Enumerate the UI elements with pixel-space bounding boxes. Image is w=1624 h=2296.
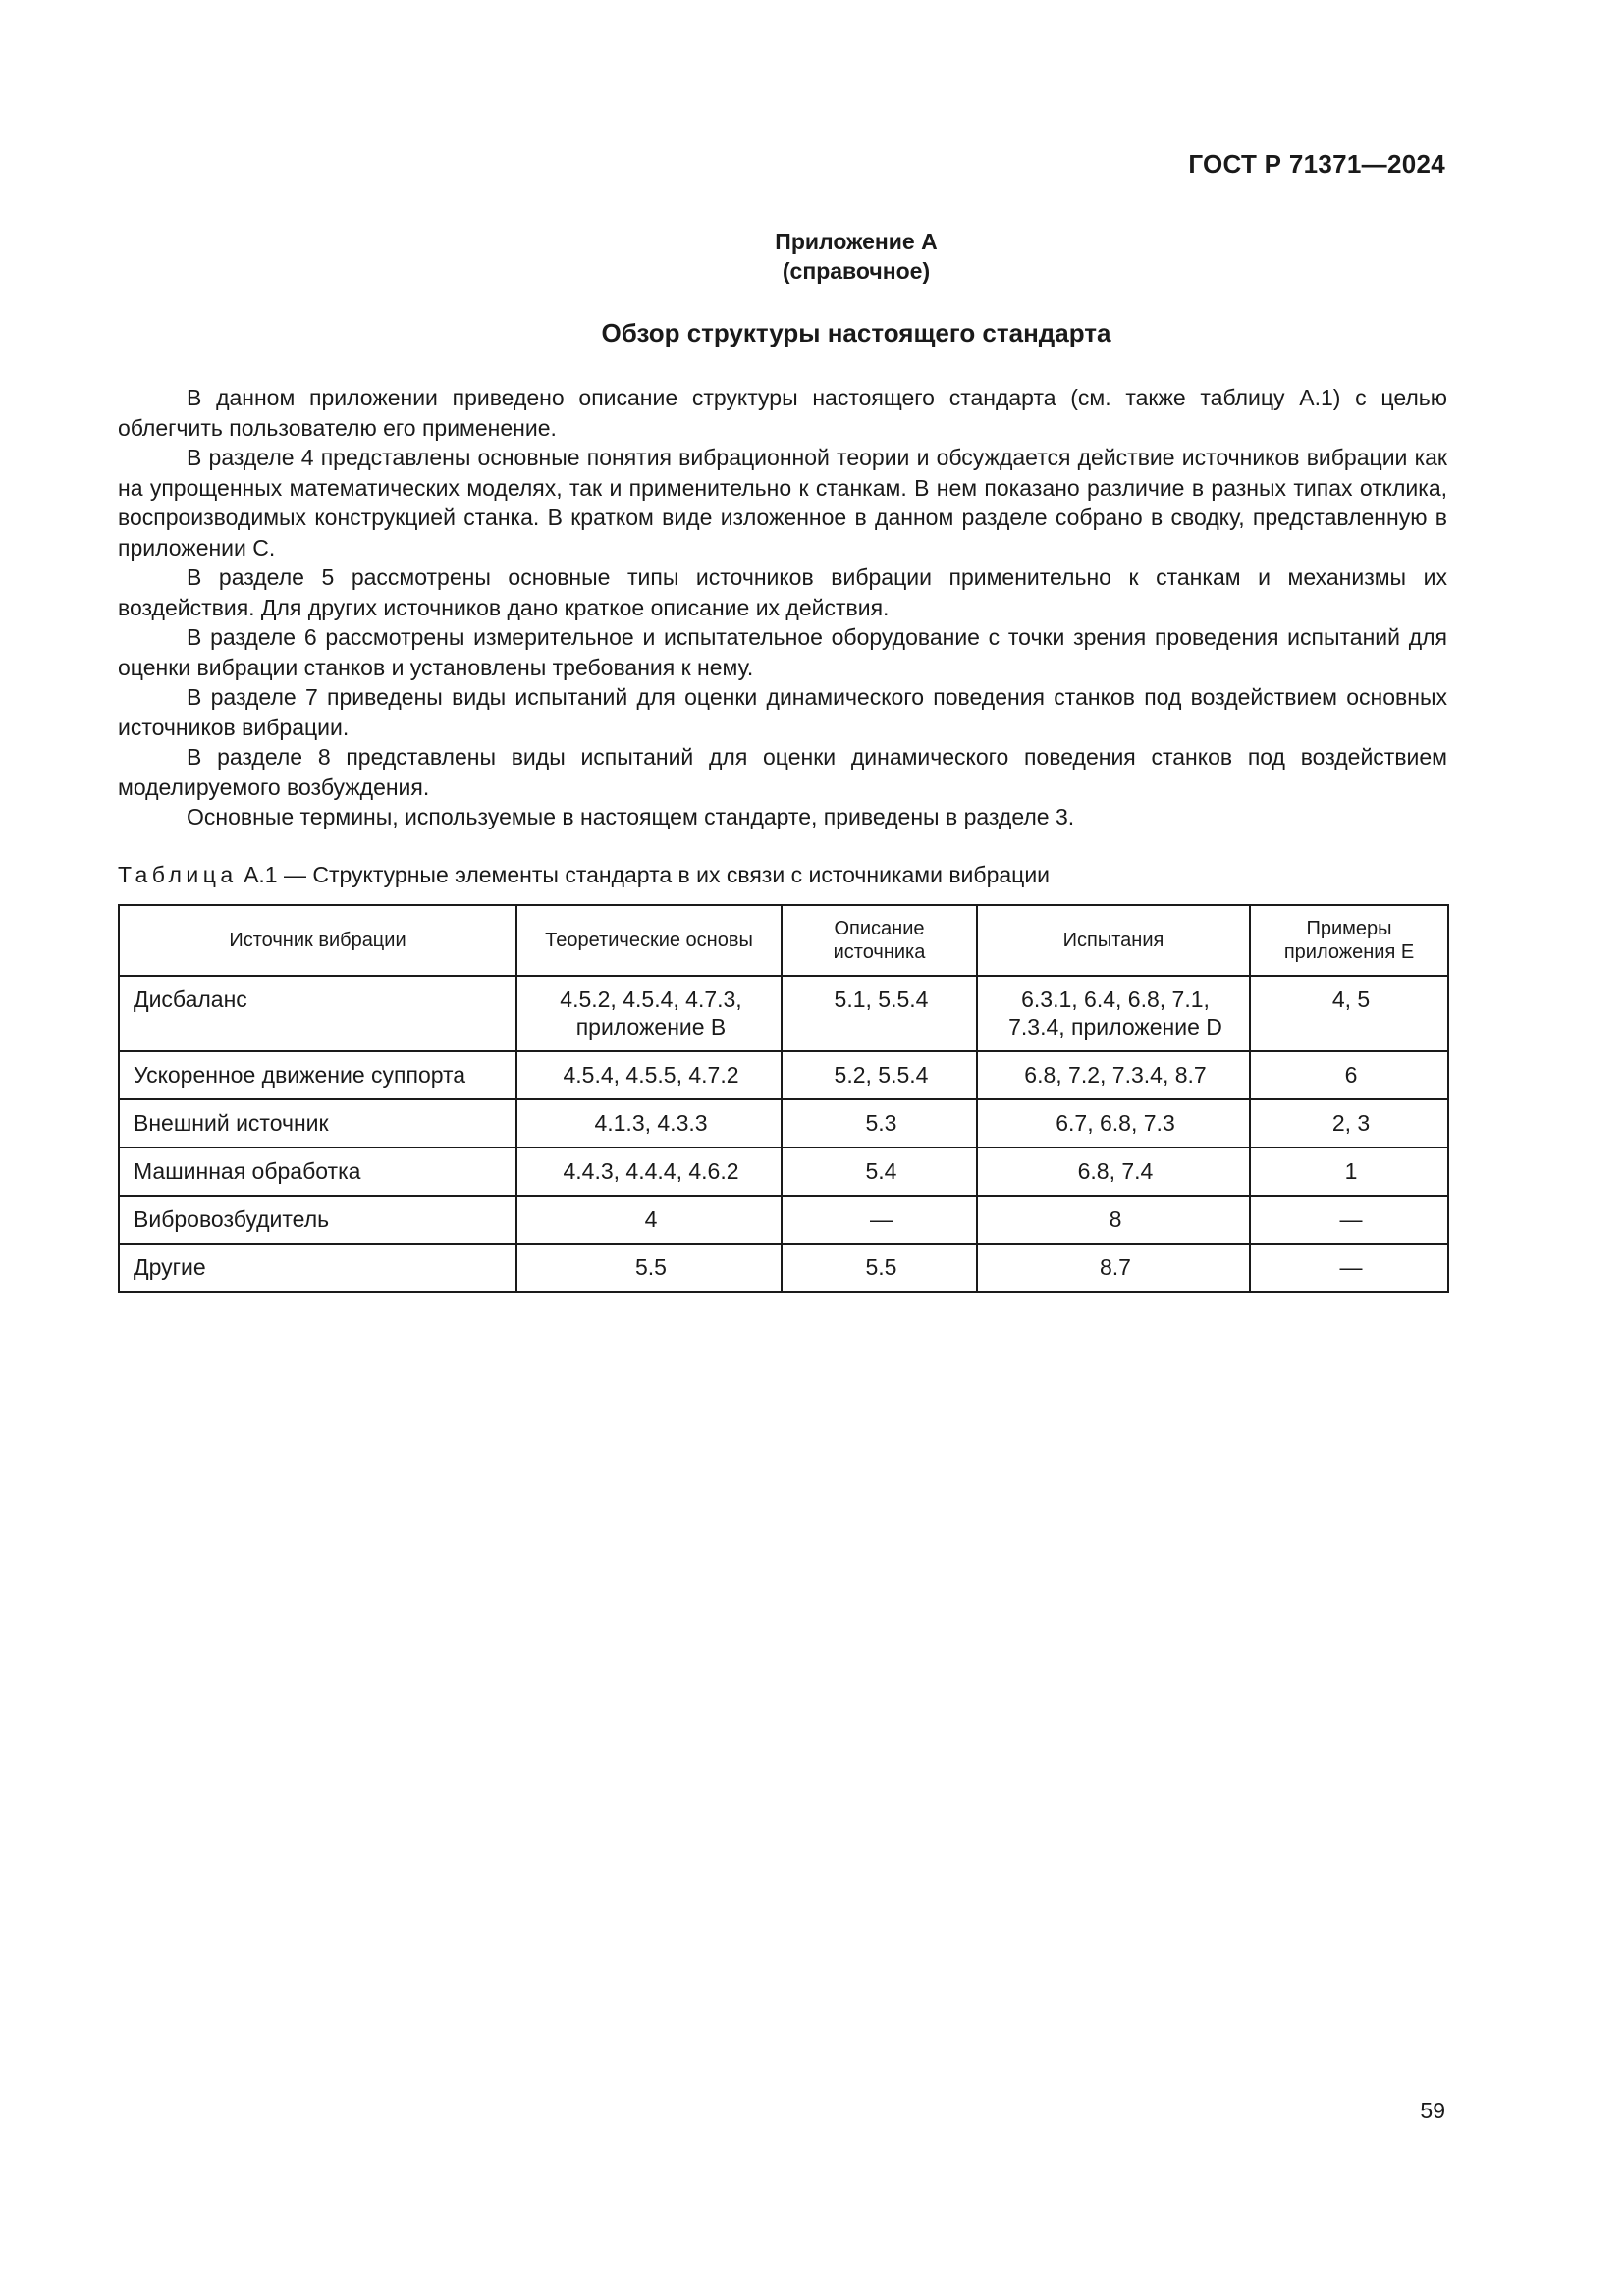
table-row xyxy=(119,1148,1448,1196)
column-header-theory: Теоретические основы xyxy=(516,905,782,976)
cell-tests: 8 xyxy=(977,1196,1250,1244)
cell-theory: 4.4.3, 4.4.4, 4.6.2 xyxy=(516,1148,782,1196)
cell-theory: 5.5 xyxy=(516,1244,782,1292)
cell-source: Машинная обработка xyxy=(119,1148,516,1196)
cell-tests: 6.3.1, 6.4, 6.8, 7.1, 7.3.4, приложение D xyxy=(977,976,1250,1051)
cell-description: — xyxy=(782,1196,977,1244)
cell-description: 5.2, 5.5.4 xyxy=(782,1051,977,1099)
cell-source: Ускоренное движение суппорта xyxy=(119,1051,516,1099)
paragraph: В разделе 7 приведены виды испытаний для оценки динамического поведения станков под воздействием основных источников вибрации. xyxy=(118,684,1447,740)
table-row xyxy=(119,1051,1448,1099)
paragraph: Основные термины, используемые в настоящем стандарте, приведены в разделе 3. xyxy=(187,804,1075,829)
cell-examples: — xyxy=(1250,1244,1448,1292)
table-row xyxy=(119,1196,1448,1244)
cell-source: Дисбаланс xyxy=(119,976,516,1051)
paragraph: В разделе 6 рассмотрены измерительное и испытательное оборудование с точки зрения проведения испытаний для оценки вибрации станков и установлены требования к нему. xyxy=(118,624,1447,680)
table-row xyxy=(119,976,1448,1051)
column-header-tests: Испытания xyxy=(977,905,1250,976)
cell-examples: — xyxy=(1250,1196,1448,1244)
cell-theory: 4.5.2, 4.5.4, 4.7.3, приложение В xyxy=(516,976,782,1051)
cell-source: Внешний источник xyxy=(119,1099,516,1148)
document-code: ГОСТ Р 71371—2024 xyxy=(1188,149,1445,179)
cell-examples: 4, 5 xyxy=(1250,976,1448,1051)
column-header-description: Описание источника xyxy=(782,905,977,976)
cell-source: Другие xyxy=(119,1244,516,1292)
cell-description: 5.4 xyxy=(782,1148,977,1196)
table-caption xyxy=(118,862,1050,888)
paragraph: В разделе 4 представлены основные понятия вибрационной теории и обсуждается действие источников вибрации как на упрощенных математических моделях, так и применительно к станкам. В нем показано различие в разных типах отклика, воспроизводимых конструкцией станка. В кратком виде изложенное в данном разделе собрано в сводку, представленную в приложении С. xyxy=(118,445,1447,561)
cell-examples: 1 xyxy=(1250,1148,1448,1196)
table-row xyxy=(119,1244,1448,1292)
cell-tests: 6.8, 7.2, 7.3.4, 8.7 xyxy=(977,1051,1250,1099)
table-row xyxy=(119,1099,1448,1148)
cell-theory: 4.5.4, 4.5.5, 4.7.2 xyxy=(516,1051,782,1099)
cell-description: 5.5 xyxy=(782,1244,977,1292)
appendix-kind: (справочное) xyxy=(782,258,931,284)
cell-tests: 6.7, 6.8, 7.3 xyxy=(977,1099,1250,1148)
paragraph: В разделе 8 представлены виды испытаний для оценки динамического поведения станков под воздействием моделируемого возбуждения. xyxy=(118,744,1447,800)
cell-description: 5.1, 5.5.4 xyxy=(782,976,977,1051)
table-caption-label: Таблица xyxy=(118,862,238,887)
table-header-row xyxy=(119,905,1448,976)
appendix-label: Приложение А xyxy=(775,229,938,254)
cell-description: 5.3 xyxy=(782,1099,977,1148)
cell-examples: 6 xyxy=(1250,1051,1448,1099)
cell-source: Вибровозбудитель xyxy=(119,1196,516,1244)
cell-tests: 8.7 xyxy=(977,1244,1250,1292)
structure-table xyxy=(118,904,1449,1293)
cell-theory: 4.1.3, 4.3.3 xyxy=(516,1099,782,1148)
cell-theory: 4 xyxy=(516,1196,782,1244)
page-number: 59 xyxy=(1420,2098,1445,2123)
column-header-source: Источник вибрации xyxy=(119,905,516,976)
cell-tests: 6.8, 7.4 xyxy=(977,1148,1250,1196)
column-header-examples: Примеры приложения Е xyxy=(1250,905,1448,976)
paragraph: В разделе 5 рассмотрены основные типы источников вибрации применительно к станкам и механизмы их воздействия. Для других источников дано краткое описание их действия. xyxy=(118,564,1447,620)
appendix-heading xyxy=(0,227,1624,286)
paragraph: В данном приложении приведено описание структуры настоящего стандарта (см. также таблицу А.1) с целью облегчить пользователю его применение. xyxy=(118,385,1447,441)
appendix-body xyxy=(118,383,1447,832)
table-caption-text: А.1 — Структурные элементы стандарта в их связи с источниками вибрации xyxy=(244,862,1051,887)
cell-examples: 2, 3 xyxy=(1250,1099,1448,1148)
appendix-title: Обзор структуры настоящего стандарта xyxy=(601,318,1111,347)
